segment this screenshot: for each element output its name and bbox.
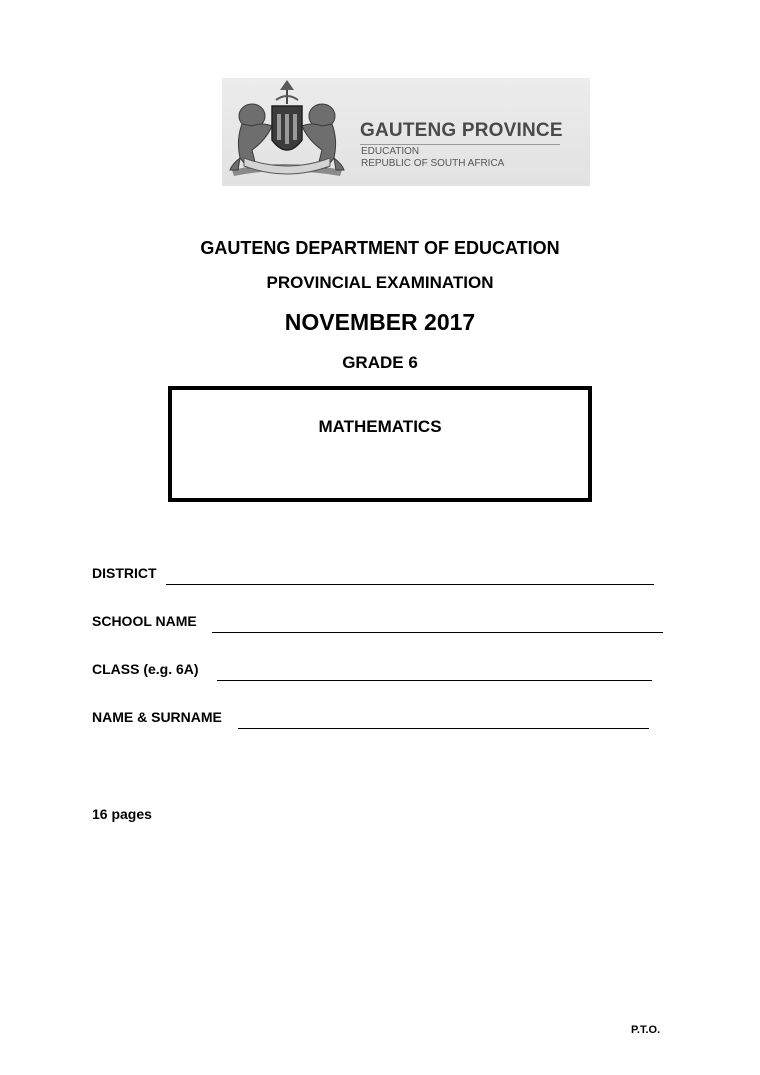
school-name-label: SCHOOL NAME [92, 613, 197, 629]
logo-title: GAUTENG PROVINCE [360, 120, 563, 141]
district-input-line[interactable] [166, 584, 654, 586]
subject-label: MATHEMATICS [318, 417, 442, 436]
name-surname-input-line[interactable] [238, 728, 649, 730]
class-label: CLASS (e.g. 6A) [92, 661, 199, 677]
name-surname-label: NAME & SURNAME [92, 709, 222, 725]
logo-subtitle-country: REPUBLIC OF SOUTH AFRICA [361, 158, 505, 169]
class-input-line[interactable] [217, 680, 652, 682]
page-count: 16 pages [92, 806, 152, 822]
logo-subtitle-education: EDUCATION [361, 146, 420, 157]
grade-heading: GRADE 6 [342, 353, 418, 372]
subject-box [168, 386, 592, 502]
logo-divider [360, 144, 560, 145]
gauteng-province-logo [222, 78, 590, 186]
department-heading: GAUTENG DEPARTMENT OF EDUCATION [200, 238, 560, 258]
please-turn-over: P.T.O. [631, 1024, 661, 1036]
session-heading: NOVEMBER 2017 [284, 309, 476, 335]
exam-heading: PROVINCIAL EXAMINATION [266, 273, 494, 292]
district-label: DISTRICT [92, 565, 157, 581]
school-name-input-line[interactable] [212, 632, 663, 634]
